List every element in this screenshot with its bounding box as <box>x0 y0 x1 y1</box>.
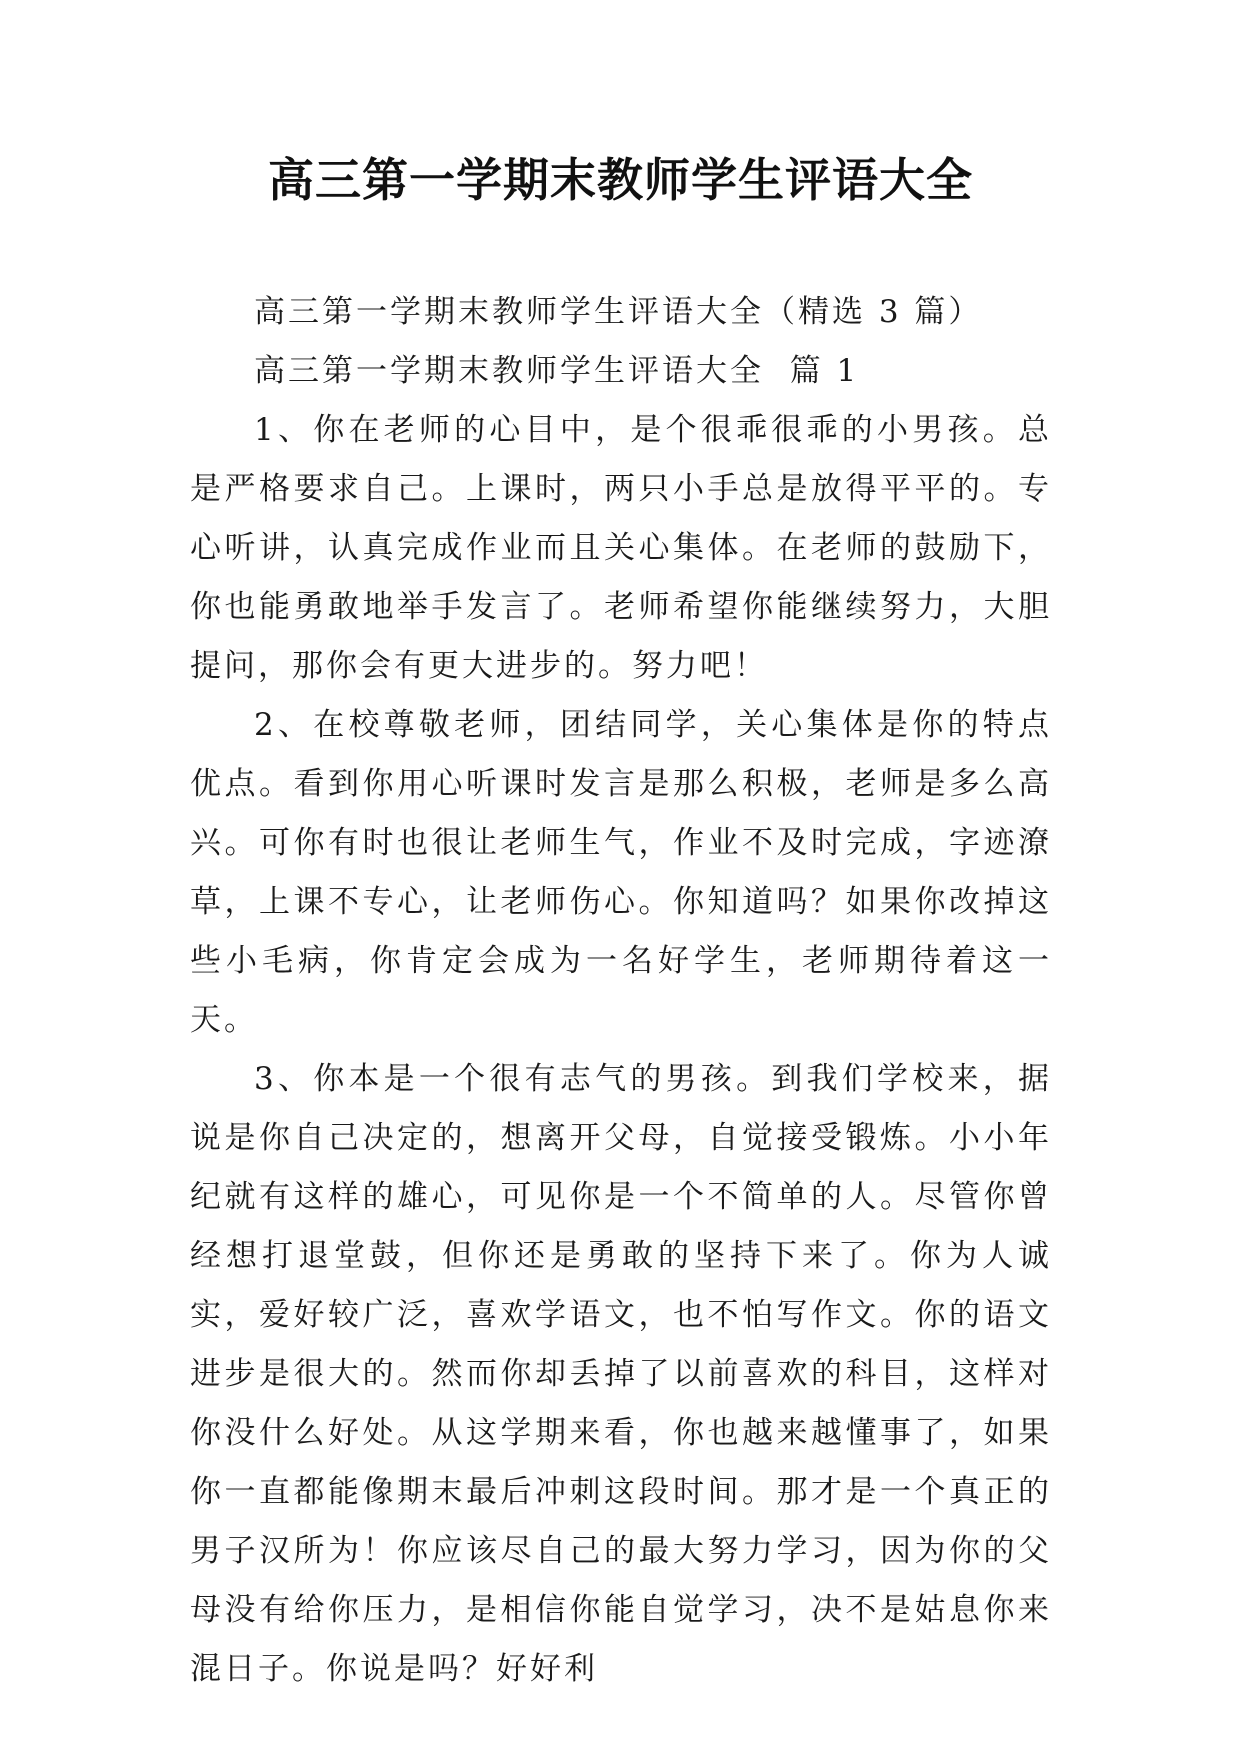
document-subtitle: 高三第一学期末教师学生评语大全（精选 3 篇） <box>254 294 983 330</box>
comment-paragraph-3: 3、你本是一个很有志气的男孩。到我们学校来，据说是你自己决定的，想离开父母，自觉接受锻炼。小小年纪就有这样的雄心，可见你是一个不简单的人。尽管你曾经想打退堂鼓，但你还是勇敢的坚持下来了。你为人诚实，爱好较广泛，喜欢学语文，也不怕写作文。你的语文进步是很大的。然而你却丢掉了以前喜欢的科目，这样对你没什么好处。从这学期来看，你也越来越懂事了，如果你一直都能像期末最后冲刺这段时间。那才是一个真正的男子汉所为！你应该尽自己的最大努力学习，因为你的父母没有给你压力，是相信你能自觉学习，决不是姑息你来混日子。你说是吗？好好利 <box>190 1061 1052 1687</box>
document-body <box>190 283 1052 1699</box>
section-heading: 高三第一学期末教师学生评语大全 篇 1 <box>254 353 860 389</box>
comment-paragraph-2: 2、在校尊敬老师，团结同学，关心集体是你的特点优点。看到你用心听课时发言是那么积极，老师是多么高兴。可你有时也很让老师生气，作业不及时完成，字迹潦草，上课不专心，让老师伤心。你知道吗？如果你改掉这些小毛病，你肯定会成为一名好学生，老师期待着这一天。 <box>190 707 1052 1038</box>
comment-paragraph-1: 1、你在老师的心目中，是个很乖很乖的小男孩。总是严格要求自己。上课时，两只小手总是放得平平的。专心听讲，认真完成作业而且关心集体。在老师的鼓励下，你也能勇敢地举手发言了。老师希望你能继续努力，大胆提问，那你会有更大进步的。努力吧！ <box>190 412 1052 684</box>
document-title: 高三第一学期末教师学生评语大全 <box>268 153 973 207</box>
